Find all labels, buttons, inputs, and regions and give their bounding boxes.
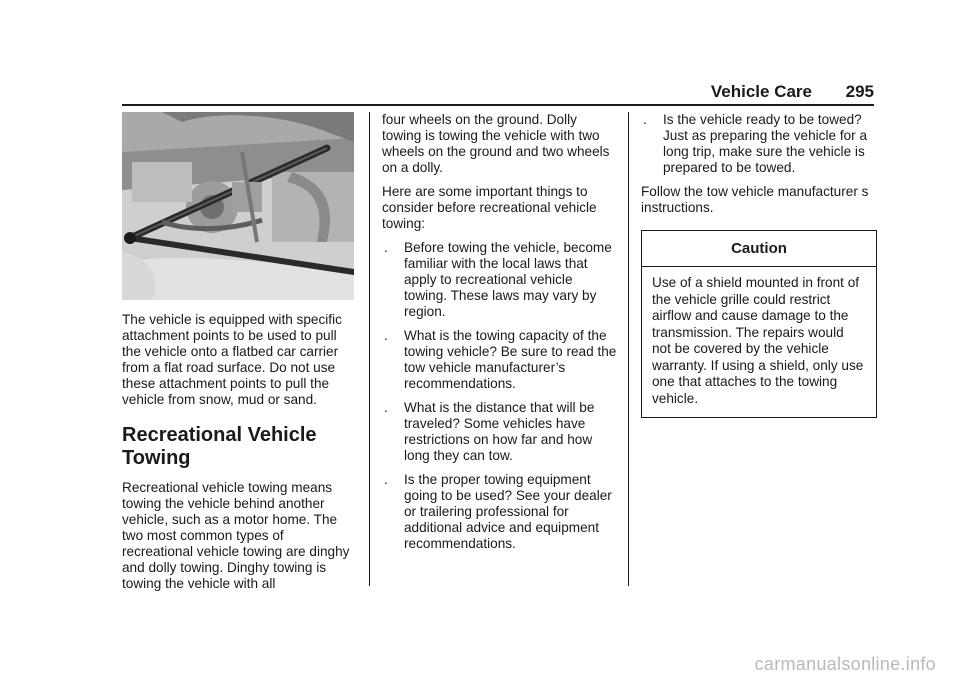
caution-box bbox=[641, 230, 877, 418]
caution-text: Use of a shield mounted in front of the vehicle grille could restrict airflow and cause damage to the transmission. The repairs would not be covered by the vehicle warranty. If using a shield, only use one that attaches to the towing vehicle. bbox=[652, 275, 864, 406]
bullet-glyph: . bbox=[384, 328, 388, 343]
bullet-glyph: . bbox=[643, 112, 647, 127]
page-header bbox=[122, 82, 874, 106]
list-item bbox=[382, 328, 618, 392]
bullet-glyph: . bbox=[384, 400, 388, 415]
list-item bbox=[382, 472, 618, 552]
paragraph: Here are some important things to consider before recreational vehicle towing: bbox=[382, 184, 597, 231]
list-item-text: Before towing the vehicle, become familiar with the local laws that apply to recreational vehicle towing. These laws may vary by region. bbox=[404, 240, 612, 319]
watermark bbox=[0, 654, 960, 675]
paragraph: Follow the tow vehicle manufacturer s instructions. bbox=[641, 184, 869, 215]
list-item bbox=[641, 112, 877, 176]
list-item bbox=[382, 240, 618, 320]
list-item-text: What is the towing capacity of the towing vehicle? Be sure to read the tow vehicle manufacturer’s recommendations. bbox=[404, 328, 617, 391]
page-number: 295 bbox=[845, 82, 874, 101]
section-title: Vehicle Care bbox=[710, 82, 812, 101]
column-left bbox=[122, 112, 358, 600]
column-middle bbox=[382, 112, 618, 560]
list-item-text: Is the proper towing equipment going to be used? See your dealer or trailering professional for additional advice and equipment recommendations. bbox=[404, 472, 612, 551]
list-item-text: What is the distance that will be traveled? Some vehicles have restrictions on how far and how long they can tow. bbox=[404, 400, 595, 463]
watermark-text: carmanualsonline.info bbox=[754, 654, 936, 674]
section-heading: Recreational Vehicle Towing bbox=[122, 424, 317, 469]
column-divider bbox=[369, 112, 370, 586]
bullet-glyph: . bbox=[384, 472, 388, 487]
list-item bbox=[382, 400, 618, 464]
column-right bbox=[641, 112, 877, 418]
paragraph: four wheels on the ground. Dolly towing is towing the vehicle with two wheels on the ground and two wheels on a dolly. bbox=[382, 112, 610, 175]
caution-title: Caution bbox=[642, 231, 876, 267]
list-item-text: Is the vehicle ready to be towed? Just as preparing the vehicle for a long trip, make sure the vehicle is prepared to be towed. bbox=[663, 112, 868, 175]
bullet-glyph: . bbox=[384, 240, 388, 255]
tow-attachment-photo bbox=[122, 112, 354, 300]
paragraph: Recreational vehicle towing means towing the vehicle behind another vehicle, such as a motor home. The two most common types of recreational vehicle towing are dinghy and dolly towing. Dinghy towing is towing the vehicle with all bbox=[122, 480, 350, 591]
column-divider bbox=[628, 112, 629, 586]
paragraph: The vehicle is equipped with specific attachment points to be used to pull the vehicle onto a flatbed car carrier from a flat road surface. Do not use these attachment points to pull the vehicle from snow, mud or sand. bbox=[122, 312, 342, 407]
